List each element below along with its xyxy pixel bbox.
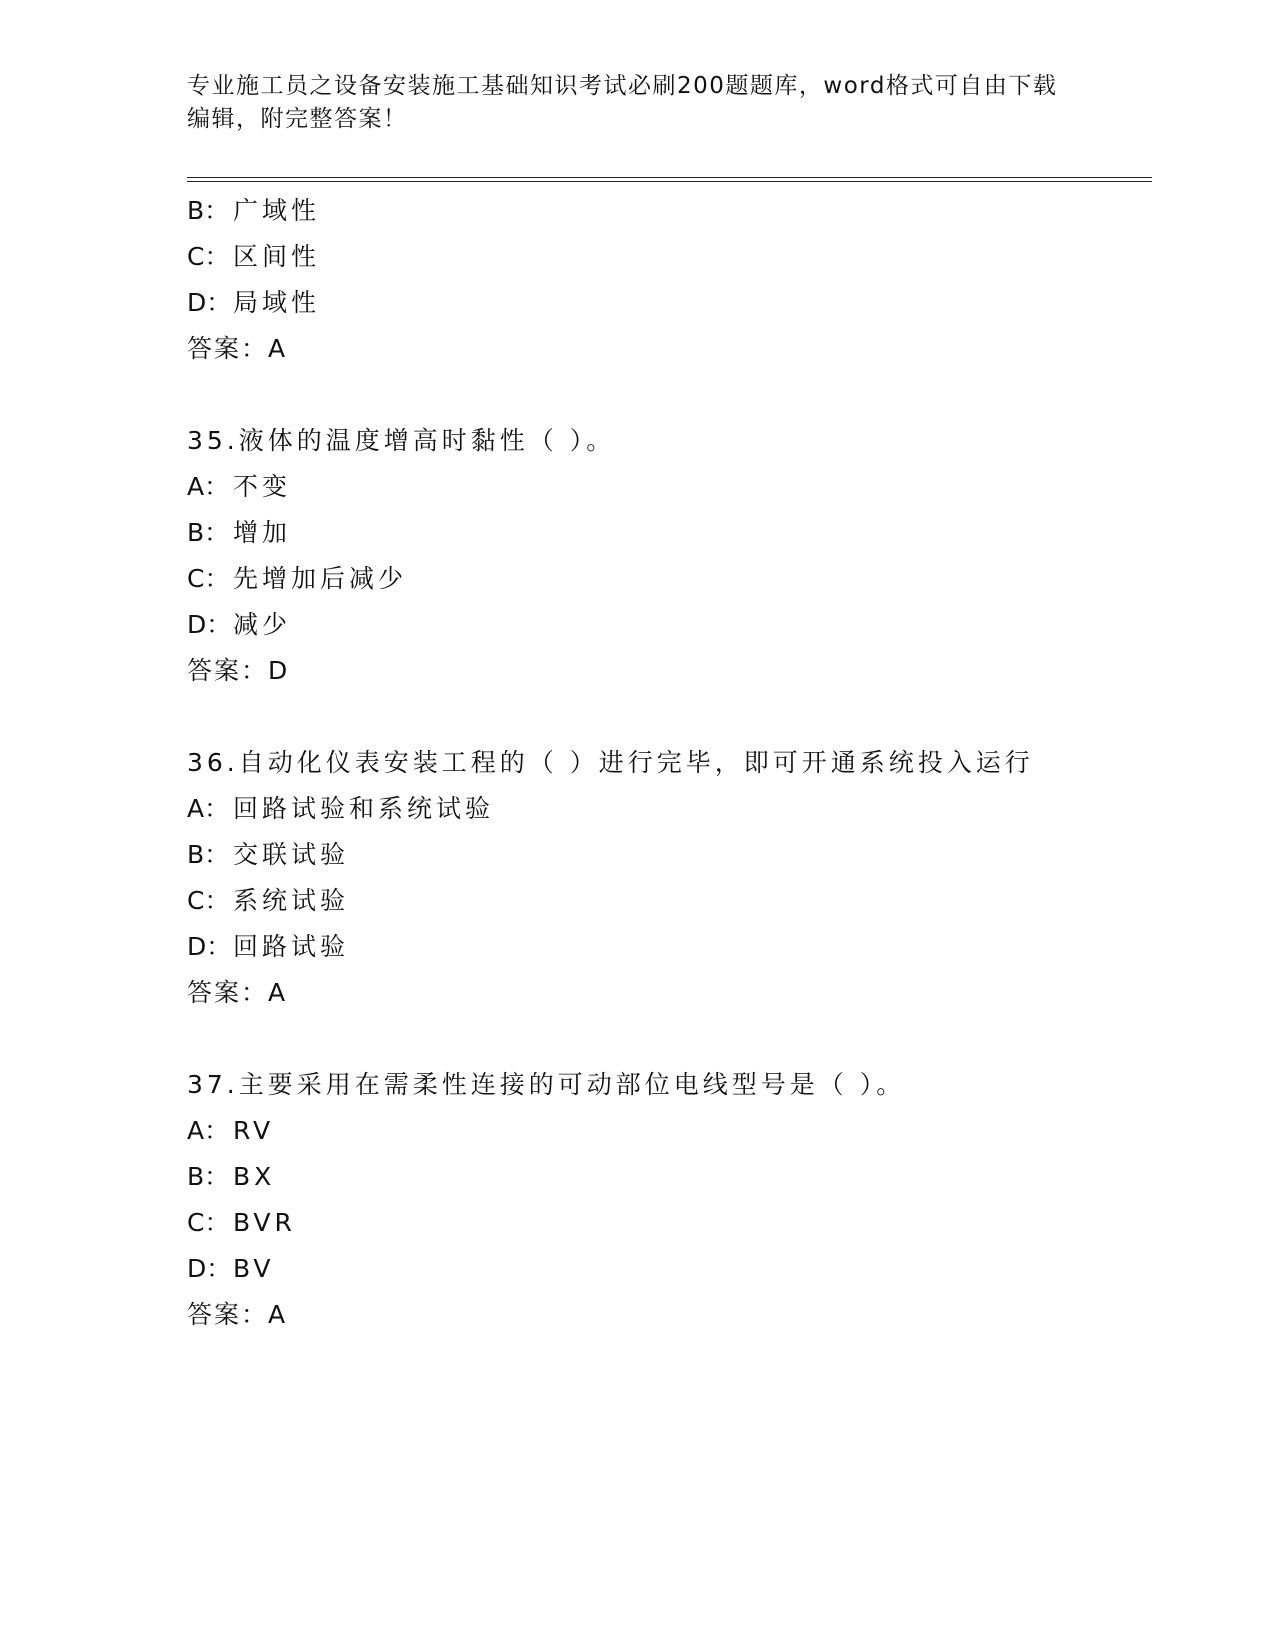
question-36: [187, 740, 1152, 1016]
option-text: 广域性: [233, 196, 321, 225]
option-text: RV: [233, 1116, 275, 1145]
option-c: [187, 1200, 1152, 1246]
option-key: C：: [187, 1208, 230, 1237]
option-key: B：: [187, 1162, 230, 1191]
question-stem: 36.自动化仪表安装工程的（ ）进行完毕，即可开通系统投入运行: [187, 748, 1034, 777]
option-d: [187, 602, 1152, 648]
answer-line: [187, 970, 1152, 1016]
option-key: D：: [187, 288, 232, 317]
option-text: 增加: [233, 518, 292, 547]
answer-label: 答案：: [187, 1300, 269, 1329]
option-text: 先增加后减少: [233, 564, 408, 593]
option-key: B：: [187, 196, 230, 225]
option-key: D：: [187, 932, 232, 961]
option-text: 系统试验: [233, 886, 350, 915]
option-b: [187, 1154, 1152, 1200]
option-text: 区间性: [233, 242, 321, 271]
answer-value: A: [268, 334, 288, 363]
question-list: [187, 188, 1152, 1338]
answer-value: A: [268, 1300, 288, 1329]
option-key: D：: [187, 1254, 232, 1283]
option-a: [187, 1108, 1152, 1154]
option-d: [187, 924, 1152, 970]
option-text: 局域性: [233, 288, 321, 317]
answer-line: [187, 1292, 1152, 1338]
question-stem: 35.液体的温度增高时黏性（ ）。: [187, 426, 616, 455]
option-text: 回路试验: [233, 932, 350, 961]
option-c: [187, 878, 1152, 924]
header-line-1: 专业施工员之设备安装施工基础知识考试必刷200题题库，word格式可自由下载: [187, 73, 1058, 99]
option-key: B：: [187, 518, 230, 547]
option-text: 交联试验: [233, 840, 350, 869]
option-key: A：: [187, 472, 230, 501]
option-text: 回路试验和系统试验: [233, 794, 495, 823]
answer-label: 答案：: [187, 656, 269, 685]
header-rule: [187, 177, 1152, 182]
answer-value: D: [268, 656, 290, 685]
answer-label: 答案：: [187, 334, 269, 363]
option-key: C：: [187, 242, 230, 271]
spacer: [187, 372, 1152, 418]
option-key: A：: [187, 794, 230, 823]
option-text: BX: [233, 1162, 276, 1191]
page-header: [187, 70, 1087, 136]
option-key: C：: [187, 564, 230, 593]
option-c: [187, 556, 1152, 602]
option-text: 减少: [233, 610, 292, 639]
spacer: [187, 1016, 1152, 1062]
answer-value: A: [268, 978, 288, 1007]
option-key: C：: [187, 886, 230, 915]
answer-label: 答案：: [187, 978, 269, 1007]
option-key: A：: [187, 1116, 230, 1145]
option-c: [187, 234, 1152, 280]
option-b: [187, 188, 1152, 234]
option-d: [187, 1246, 1152, 1292]
option-b: [187, 510, 1152, 556]
option-b: [187, 832, 1152, 878]
answer-line: [187, 326, 1152, 372]
spacer: [187, 694, 1152, 740]
option-text: BVR: [233, 1208, 296, 1237]
answer-line: [187, 648, 1152, 694]
option-text: BV: [233, 1254, 275, 1283]
option-text: 不变: [233, 472, 292, 501]
option-a: [187, 786, 1152, 832]
question-37: [187, 1062, 1152, 1338]
option-d: [187, 280, 1152, 326]
option-key: D：: [187, 610, 232, 639]
question-35: [187, 418, 1152, 694]
question-34-tail: [187, 188, 1152, 372]
option-key: B：: [187, 840, 230, 869]
header-line-2: 编辑，附完整答案！: [187, 106, 408, 132]
option-a: [187, 464, 1152, 510]
question-stem: 37.主要采用在需柔性连接的可动部位电线型号是（ ）。: [187, 1070, 906, 1099]
